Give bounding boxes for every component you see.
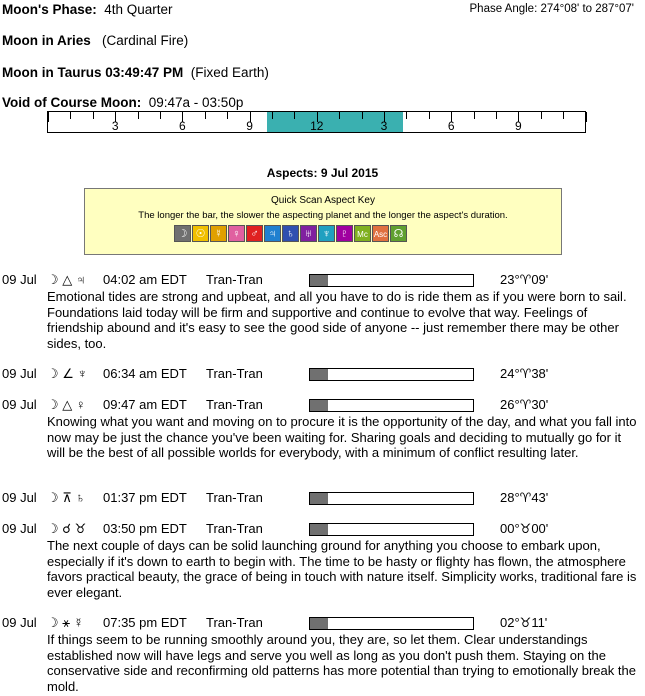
planet-key-icon: Asc [372,225,389,242]
timeline-tick [48,112,49,122]
moon-in-taurus-value: (Fixed Earth) [190,65,269,80]
aspect-position: 28°♈43' [500,490,549,505]
timeline-tick [541,112,542,119]
moon-in-aries-line [2,33,188,48]
aspect-description: If things seem to be running smoothly around you, they are, so let them. Clear understandings established now will have legs and serve you well as long as you don't push them. Staying on the conservative side and reconfirming old patterns has more potential than trying to emotionally break the mold. [47,632,636,694]
timeline-tick [339,112,340,119]
aspect-date: 09 Jul [2,521,37,536]
aspect-description: The next couple of days can be solid launching ground for anything you choose to embark upon, especially if it's down to earth to begin with. The time to be hasty or flighty has flown, the atmosphere favors practical beauty, the grace of being in touch with nature itself. Simplicity works, traditional fare is ever elegant. [47,538,637,600]
timeline-tick [294,112,295,119]
aspect-date: 09 Jul [2,615,37,630]
timeline-label: 9 [246,119,253,133]
planet-key-icon: Mc [354,225,371,242]
planet-key-icon: ♆ [318,225,335,242]
timeline-tick [93,112,94,119]
aspect-duration-fill [310,275,328,286]
void-of-course-timeline [47,111,586,133]
moon-in-taurus-line [2,65,269,80]
planet-key-icon: ♄ [282,225,299,242]
aspect-time: 09:47 am EDT [103,397,187,412]
aspect-type: Tran-Tran [206,521,263,536]
timeline-tick [227,112,228,119]
timeline-tick [362,112,363,119]
timeline-label: 3 [380,119,388,133]
aspect-description: Emotional tides are strong and upbeat, and all you have to do is ride them as if you were born to sail. Foundations laid today will be firm and supportive and continue to evolve that way. Feelings of friendship abound and it's easy to see the good side of anyone -- just remember there may be other sides, too. [47,289,627,351]
aspect-type: Tran-Tran [206,272,263,287]
aspect-glyphs: ☽ △ ♃ [47,272,86,287]
timeline-label: 12 [310,119,324,133]
timeline-tick [138,112,139,119]
timeline-tick [563,112,564,119]
aspect-duration-fill [310,400,328,411]
timeline-label: 6 [447,119,455,133]
phase-angle: Phase Angle: 274°08' to 287°07' [469,3,634,15]
aspect-duration-fill [310,618,328,629]
moon-in-taurus-label: Moon in Taurus 03:49:47 PM [2,65,184,80]
timeline-tick [70,112,71,119]
aspect-position: 24°♈38' [500,366,549,381]
aspect-time: 06:34 am EDT [103,366,187,381]
aspect-position: 26°♈30' [500,397,549,412]
aspect-position: 02°♉11' [500,615,548,630]
aspect-type: Tran-Tran [206,615,263,630]
aspect-duration-bar [309,492,474,505]
timeline-tick [205,112,206,119]
planet-key-icon: ☊ [390,225,407,242]
aspect-duration-bar [309,617,474,630]
aspect-description: Knowing what you want and moving on to procure it is the opportunity of the day, and what you fall into now may be just the chance you've been waiting for. Sharing goals and deciding to mutually go for it will be the best of all possible worlds for everybody, with a minimum of conflict resulting later. [47,414,637,460]
aspect-key-planets [174,225,408,243]
timeline-tick [160,112,161,119]
aspect-date: 09 Jul [2,397,37,412]
aspect-glyphs: ☽ ⊼ ♄ [47,490,86,505]
planet-key-icon: ♂ [246,225,263,242]
aspect-duration-fill [310,369,328,380]
planet-key-icon: ☉ [192,225,209,242]
aspect-duration-bar [309,523,474,536]
aspect-type: Tran-Tran [206,490,263,505]
planet-key-icon: ♃ [264,225,281,242]
planet-key-icon: ♅ [300,225,317,242]
moon-phase-value: 4th Quarter [104,2,173,17]
timeline-label: 3 [111,119,119,133]
timeline-label: 6 [179,119,186,133]
aspect-duration-bar [309,368,474,381]
timeline-tick [272,112,273,119]
voc-label: Void of Course Moon: [2,95,142,110]
aspect-duration-fill [310,524,328,535]
aspect-type: Tran-Tran [206,366,263,381]
timeline-tick [496,112,497,119]
moon-phase-line [2,2,173,17]
timeline-tick [586,112,587,122]
aspect-time: 03:50 pm EDT [103,521,187,536]
planet-key-icon: ☽ [174,225,191,242]
aspect-time: 07:35 pm EDT [103,615,187,630]
aspect-type: Tran-Tran [206,397,263,412]
aspect-duration-fill [310,493,328,504]
planet-key-icon: ☿ [210,225,227,242]
aspect-time: 04:02 am EDT [103,272,187,287]
aspect-glyphs: ☽ ⚹ ☿ [47,615,84,630]
aspect-glyphs: ☽ △ ♀ [47,397,86,412]
voc-value: 09:47a - 03:50p [148,95,244,110]
timeline-tick [429,112,430,119]
aspect-key-title: Quick Scan Aspect Key [271,195,375,206]
aspect-duration-bar [309,399,474,412]
aspect-glyphs: ☽ ☌ ♉ [47,521,87,536]
aspect-duration-bar [309,274,474,287]
aspect-date: 09 Jul [2,366,37,381]
aspect-glyphs: ☽ ∠ ♆ [47,366,88,381]
timeline-label: 9 [515,119,522,133]
moon-phase-label: Moon's Phase: [2,2,97,17]
planet-key-icon: ♇ [336,225,353,242]
timeline-tick [406,112,407,119]
timeline-tick [474,112,475,119]
aspect-key-box [84,188,562,255]
aspect-date: 09 Jul [2,490,37,505]
aspect-time: 01:37 pm EDT [103,490,187,505]
aspect-date: 09 Jul [2,272,37,287]
aspect-position: 00°♉00' [500,521,549,536]
moon-in-aries-label: Moon in Aries [2,33,91,48]
moon-in-aries-value: (Cardinal Fire) [102,33,189,48]
void-of-course-line [2,95,243,110]
aspects-title: Aspects: 9 Jul 2015 [266,166,379,180]
planet-key-icon: ♀ [228,225,245,242]
aspect-position: 23°♈09' [500,272,549,287]
aspect-key-description: The longer the bar, the slower the aspecting planet and the longer the aspect's duration. [138,210,508,221]
